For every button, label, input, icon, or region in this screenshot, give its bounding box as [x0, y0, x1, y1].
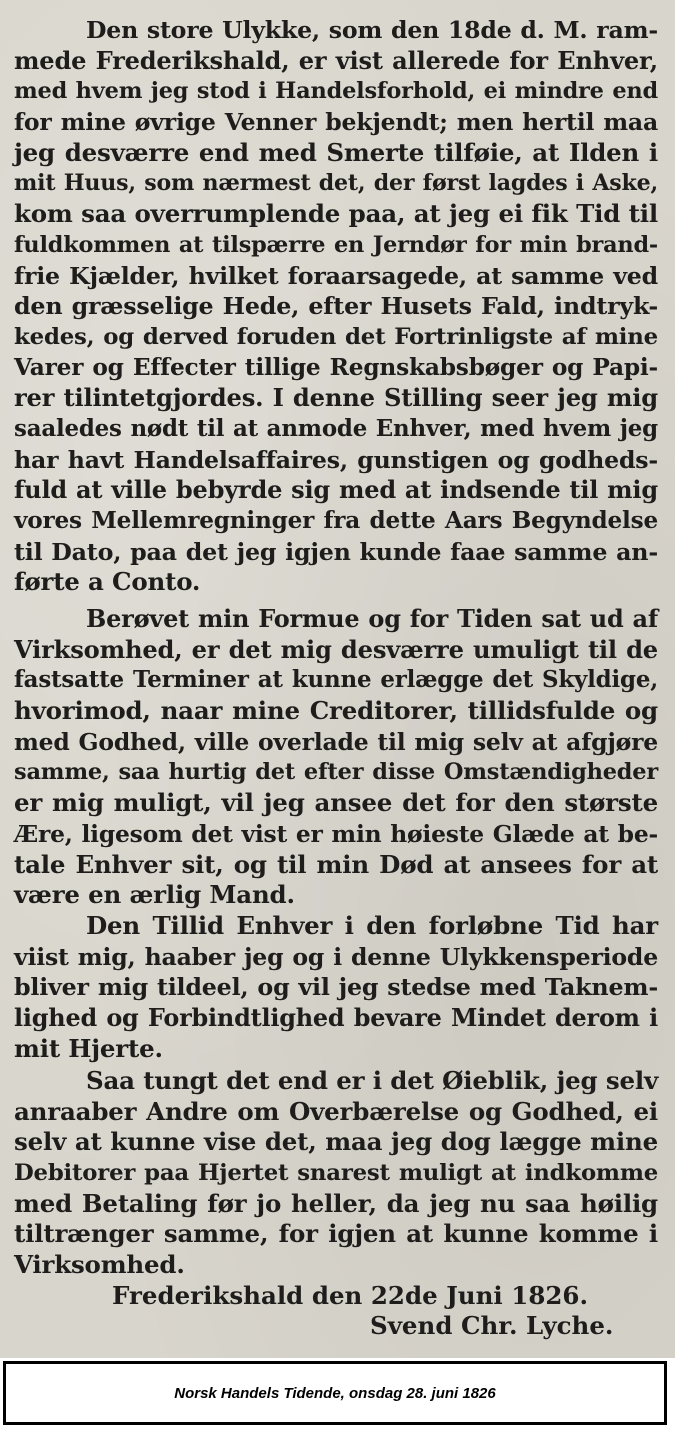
- text-line: Ære, ligesom det vist er min høieste Glæde at be-: [14, 819, 658, 848]
- paragraph-4: [14, 1066, 658, 1281]
- text-line: bliver mig tildeel, og vil jeg stedse med Taknem-: [14, 973, 658, 1002]
- text-line: mede Frederikshald, er vist allerede for Enhver,: [14, 45, 658, 75]
- text-line: har havt Handelsaffaires, gunstigen og godheds-: [14, 445, 658, 474]
- paragraph-3: [14, 911, 658, 1064]
- text-line: hvorimod, naar mine Creditorer, tillidsfulde og: [14, 696, 658, 726]
- text-line: Debitorer paa Hjertet snarest muligt at indkomme: [14, 1160, 658, 1187]
- source-caption: Norsk Handels Tidende, onsdag 28. juni 1826: [174, 1384, 496, 1402]
- text-line: mit Huus, som nærmest det, der først lagdes i Aske,: [14, 170, 658, 197]
- text-line: samme, saa hurtig det efter disse Omstændigheder: [14, 759, 658, 786]
- text-line: tale Enhver sit, og til min Død at ansees for at: [14, 849, 658, 879]
- text-line: mit Hjerte.: [14, 1033, 163, 1063]
- text-line: Den store Ulykke, som den 18de d. M. ram-: [86, 16, 658, 44]
- text-line: med Betaling før jo heller, da jeg nu saa høilig: [14, 1188, 658, 1218]
- paragraph-1: [14, 15, 658, 598]
- text-line: Virksomhed, er det mig desværre umuligt til de: [14, 634, 658, 664]
- text-line: lighed og Forbindtlighed bevare Mindet derom i: [14, 1004, 658, 1033]
- text-line: vores Mellemregninger fra dette Aars Begyndelse: [14, 507, 658, 534]
- text-line: Berøvet min Formue og for Tiden sat ud af: [86, 604, 658, 633]
- text-line: selv at kunne vise det, maa jeg dog lægge mine: [14, 1127, 658, 1157]
- text-line: frie Kjælder, hvilket foraarsagede, at samme ved: [14, 261, 658, 290]
- text-line: saaledes nødt til at anmode Enhver, med hvem jeg: [14, 414, 658, 442]
- caption-box: [3, 1361, 667, 1425]
- text-line: Varer og Effecter tillige Regnskabsbøger og Papi-: [14, 353, 658, 381]
- text-line: den græsselige Hede, efter Husets Fald, indtryk-: [14, 292, 658, 321]
- text-line: kom saa overrumplende paa, at jeg ei fik Tid til: [14, 199, 658, 229]
- text-line: til Dato, paa det jeg igjen kunde faae samme an-: [14, 537, 658, 566]
- text-line: er mig muligt, vil jeg ansee det for den største: [14, 788, 658, 818]
- paragraph-2: [14, 604, 658, 911]
- text-line: anraaber Andre om Overbærelse og Godhed, ei: [14, 1096, 658, 1126]
- text-line: viist mig, haaber jeg og i denne Ulykkensperiode: [14, 942, 658, 971]
- text-line: fuldkommen at tilspærre en Jerndør for min brand-: [14, 231, 658, 258]
- signature: Svend Chr. Lyche.: [370, 1311, 614, 1340]
- text-line: med hvem jeg stod i Handelsforhold, ei mindre end: [14, 78, 658, 105]
- text-line: rer tilintetgjordes. I denne Stilling seer jeg mig: [14, 383, 658, 413]
- text-line: fastsatte Terminer at kunne erlægge det Skyldige,: [14, 666, 658, 694]
- text-line: jeg desværre end med Smerte tilføie, at Ilden i: [14, 137, 658, 167]
- text-line: for mine øvrige Venner bekjendt; men hertil maa: [14, 108, 658, 137]
- text-line: fuld at ville bebyrde sig med at indsende til mig: [14, 475, 658, 505]
- text-line: Den Tillid Enhver i den forløbne Tid har: [86, 911, 658, 940]
- text-line: Virksomhed.: [14, 1250, 185, 1280]
- text-line: Saa tungt det end er i det Øieblik, jeg selv: [86, 1066, 658, 1095]
- text-line: med Godhed, ville overlade til mig selv at afgjøre: [14, 727, 658, 756]
- text-line: førte a Conto.: [14, 567, 201, 597]
- text-line: være en ærlig Mand.: [14, 880, 295, 910]
- text-line: tiltrænger samme, for igjen at kunne komme i: [14, 1219, 658, 1249]
- dateline: Frederikshald den 22de Juni 1826.: [112, 1281, 588, 1310]
- text-line: kedes, og derved foruden det Fortrinligste af mine: [14, 323, 658, 350]
